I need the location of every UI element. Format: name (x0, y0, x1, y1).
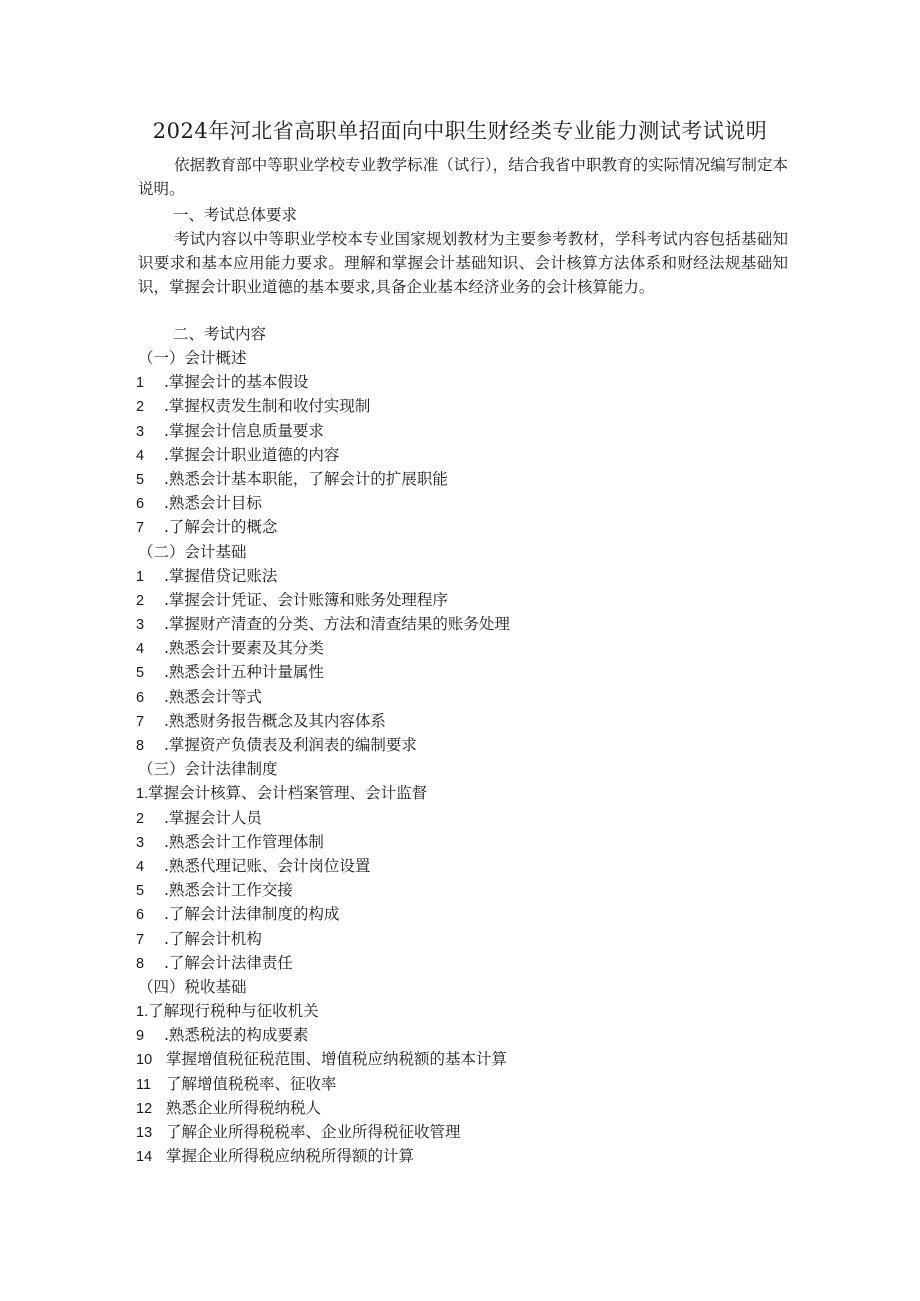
list-item (136, 612, 796, 636)
list-item (136, 927, 796, 951)
list-item (136, 564, 796, 588)
item-number: 5 (136, 665, 145, 682)
list-item (136, 588, 796, 612)
item-text: .熟悉财务报告概念及其内容体系 (164, 711, 386, 730)
list-item (136, 370, 796, 394)
item-number: 4 (136, 641, 145, 658)
item-number: 2 (136, 399, 145, 416)
item-text: 掌握企业所得税应纳税所得额的计算 (166, 1147, 415, 1166)
item-number: 7 (136, 931, 145, 948)
item-number: 3 (136, 834, 145, 851)
item-number: 7 (136, 713, 145, 730)
list-item (136, 491, 796, 515)
item-number: 3 (136, 423, 145, 440)
subsection-heading: （二）会计基础 (138, 542, 247, 561)
item-number: 7 (136, 520, 145, 537)
list-item (136, 878, 796, 902)
item-text: .了解会计机构 (164, 929, 262, 948)
item-number: 5 (136, 883, 145, 900)
item-text: 熟悉企业所得税纳税人 (166, 1098, 322, 1117)
item-text: 了解企业所得税税率、企业所得税征收管理 (166, 1123, 461, 1141)
item-number: 6 (136, 496, 145, 513)
item-text: .掌握权责发生制和收付实现制 (164, 397, 371, 416)
list-item (136, 685, 796, 709)
item-text: .熟悉会计目标 (164, 494, 262, 513)
item-text: .掌握借贷记账法 (164, 566, 278, 585)
list-item (136, 830, 796, 854)
item-number: 3 (136, 617, 145, 634)
intro-paragraph: 依据教育部中等职业学校专业教学标准（试行），结合我省中职教育的实际情况编写制定本说明。 (138, 156, 788, 198)
item-text: .熟悉会计基本职能，了解会计的扩展职能 (164, 469, 448, 488)
list-item (136, 1023, 796, 1047)
subsection-heading: （四）税收基础 (138, 977, 247, 996)
item-text: .掌握资产负债表及利润表的编制要求 (164, 736, 417, 754)
item-number: 8 (136, 738, 145, 754)
subsection-heading: （一）会计概述 (138, 349, 247, 367)
item-text: .掌握会计职业道德的内容 (164, 445, 340, 464)
item-number: 9 (136, 1028, 145, 1045)
item-number: 10 (136, 1052, 153, 1069)
list-item (136, 419, 796, 443)
list-item (136, 1120, 796, 1144)
item-number: 11 (136, 1076, 152, 1093)
item-text: .掌握会计的基本假设 (164, 373, 309, 392)
item-text: 掌握增值税征税范围、增值税应纳税额的基本计算 (166, 1050, 508, 1069)
item-text: 掌握会计核算、会计档案管理、会计监督 (148, 784, 428, 803)
list-item (136, 854, 796, 878)
item-number: 2 (136, 592, 145, 609)
list-item (136, 1072, 796, 1096)
section1-body: 考试内容以中等职业学校本专业国家规划教材为主要参考教材，学科考试内容包括基础知识要求和基本应用能力要求。理解和掌握会计基础知识、会计核算方法体系和财经法规基础知识，掌握会计职业道德的基本要求,具备企业基本经济业务的会计核算能力。 (138, 230, 788, 296)
item-text: .熟悉会计要素及其分类 (164, 639, 324, 658)
item-text: .熟悉税法的构成要素 (164, 1026, 309, 1045)
item-text: .了解会计法律责任 (164, 953, 293, 972)
item-text: .熟悉会计工作交接 (164, 881, 293, 900)
item-number: 1. (136, 786, 149, 803)
item-text: .熟悉会计五种计量属性 (164, 663, 324, 682)
item-number: 14 (136, 1149, 153, 1166)
section2-heading: 二、考试内容 (173, 325, 267, 343)
item-number: 4 (136, 447, 145, 464)
list-item (136, 951, 796, 975)
list-item (136, 806, 796, 830)
item-text: 了解现行税种与征收机关 (148, 1002, 319, 1021)
item-number: 2 (136, 810, 145, 827)
item-number: 13 (136, 1125, 153, 1141)
list-item (136, 515, 796, 539)
list-item (136, 394, 796, 418)
list-item (136, 781, 796, 805)
content-outline (136, 346, 796, 1168)
list-item (136, 636, 796, 660)
item-number: 1 (136, 375, 145, 392)
item-text: .熟悉会计等式 (164, 687, 262, 706)
item-text: .掌握会计人员 (164, 808, 262, 827)
item-number: 4 (136, 858, 145, 875)
item-number: 1. (136, 1004, 149, 1021)
item-number: 6 (136, 907, 145, 924)
list-item (136, 733, 796, 757)
item-text: .掌握会计凭证、会计账簿和账务处理程序 (164, 590, 448, 609)
item-text: 了解增值税税率、征收率 (166, 1074, 337, 1093)
list-item (136, 902, 796, 926)
item-number: 8 (136, 955, 145, 972)
list-item (136, 1047, 796, 1071)
item-number: 12 (136, 1100, 153, 1117)
list-item (136, 999, 796, 1023)
item-text: .熟悉会计工作管理体制 (164, 832, 324, 851)
list-item (136, 1096, 796, 1120)
list-item (136, 709, 796, 733)
section1-heading: 一、考试总体要求 (173, 206, 298, 224)
item-text: .掌握财产清查的分类、方法和清查结果的账务处理 (164, 615, 510, 634)
list-item (136, 660, 796, 684)
list-item (136, 443, 796, 467)
item-number: 1 (136, 568, 145, 585)
item-number: 5 (136, 471, 145, 488)
document-title: 2024年河北省高职单招面向中职生财经类专业能力测试考试说明 (152, 119, 768, 143)
item-text: .熟悉代理记账、会计岗位设置 (164, 856, 371, 875)
item-text: .了解会计的概念 (164, 518, 278, 537)
subsection-heading: （三）会计法律制度 (138, 760, 278, 779)
item-text: .了解会计法律制度的构成 (164, 905, 340, 924)
item-text: .掌握会计信息质量要求 (164, 421, 324, 440)
list-item (136, 467, 796, 491)
item-number: 6 (136, 689, 145, 706)
list-item (136, 1144, 796, 1168)
